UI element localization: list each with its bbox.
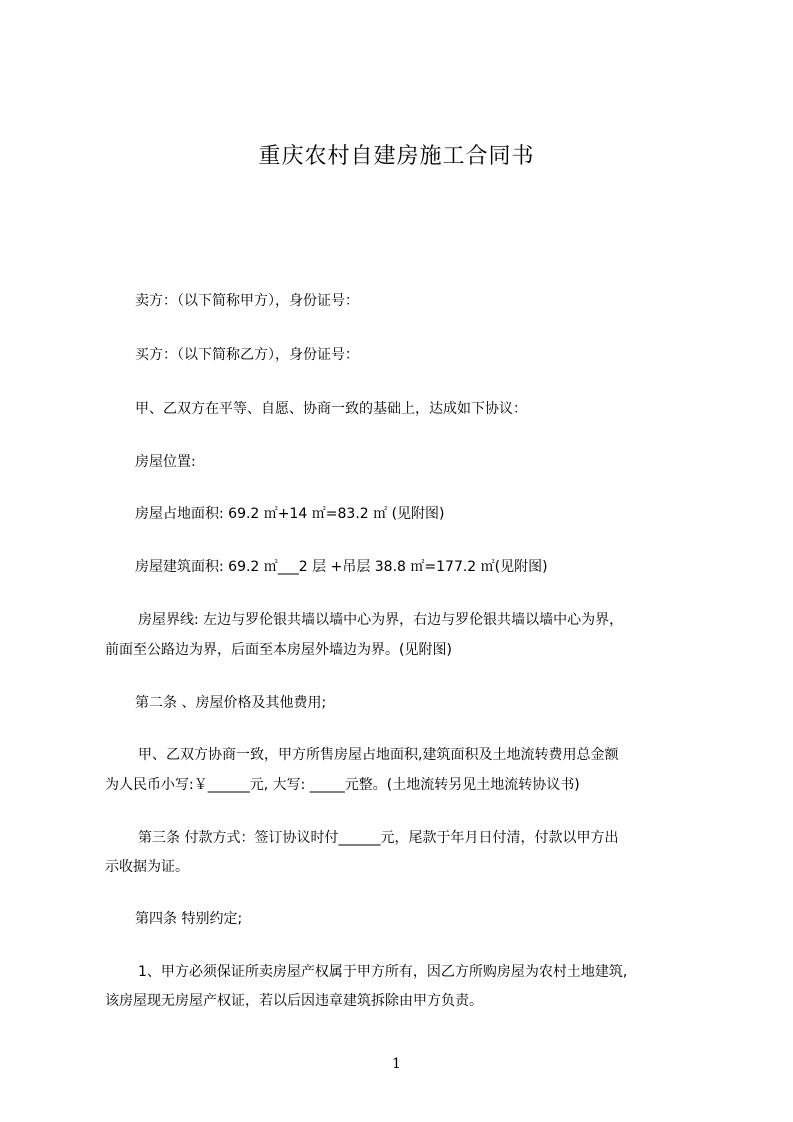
- clause-1-line-2: 该房屋现无房屋产权证，若以后因违章建筑拆除由甲方负责。: [105, 993, 483, 1009]
- seller-line: 卖方：（以下简称甲方），身份证号：: [135, 293, 359, 309]
- article-3-line-1: 第三条 付款方式：签订协议时付______元，尾款于年月日付清，付款以甲方出: [138, 830, 619, 846]
- document-title: 重庆农村自建房施工合同书: [258, 144, 535, 169]
- land-area: 房屋占地面积: 69.2 ㎡+14 ㎡=83.2 ㎡ (见附图): [135, 506, 445, 522]
- article-2-heading: 第二条 、房屋价格及其他费用;: [135, 695, 327, 711]
- agreement-intro: 甲、乙双方在平等、自愿、协商一致的基础上，达成如下协议：: [135, 401, 527, 417]
- boundary-line-1: 房屋界线: 左边与罗伦银共墙以墙中心为界，右边与罗伦银共墙以墙中心为界，: [138, 612, 624, 628]
- boundary-line-2: 前面至公路边为界，后面至本房屋外墙边为界。(见附图): [105, 642, 452, 658]
- article-3-line-2: 示收据为证。: [105, 859, 189, 875]
- clause-1-line-1: 1、甲方必须保证所卖房屋产权属于甲方所有，因乙方所购房屋为农村土地建筑,: [138, 964, 628, 980]
- article-2-line-2: 为人民币小写:￥______元, 大写: _____元整。(土地流转另见土地流转协议书): [105, 777, 580, 793]
- page-number: 1: [392, 1056, 401, 1072]
- buyer-line: 买方：（以下简称乙方），身份证号：: [135, 347, 359, 363]
- building-area: 房屋建筑面积: 69.2 ㎡___2 层 +吊层 38.8 ㎡=177.2 ㎡(见附图): [135, 559, 548, 575]
- article-2-line-1: 甲、乙双方协商一致，甲方所售房屋占地面积,建筑面积及土地流转费用总金额: [138, 747, 619, 763]
- article-4-heading: 第四条 特别约定;: [135, 911, 243, 927]
- house-location: 房屋位置:: [135, 454, 196, 470]
